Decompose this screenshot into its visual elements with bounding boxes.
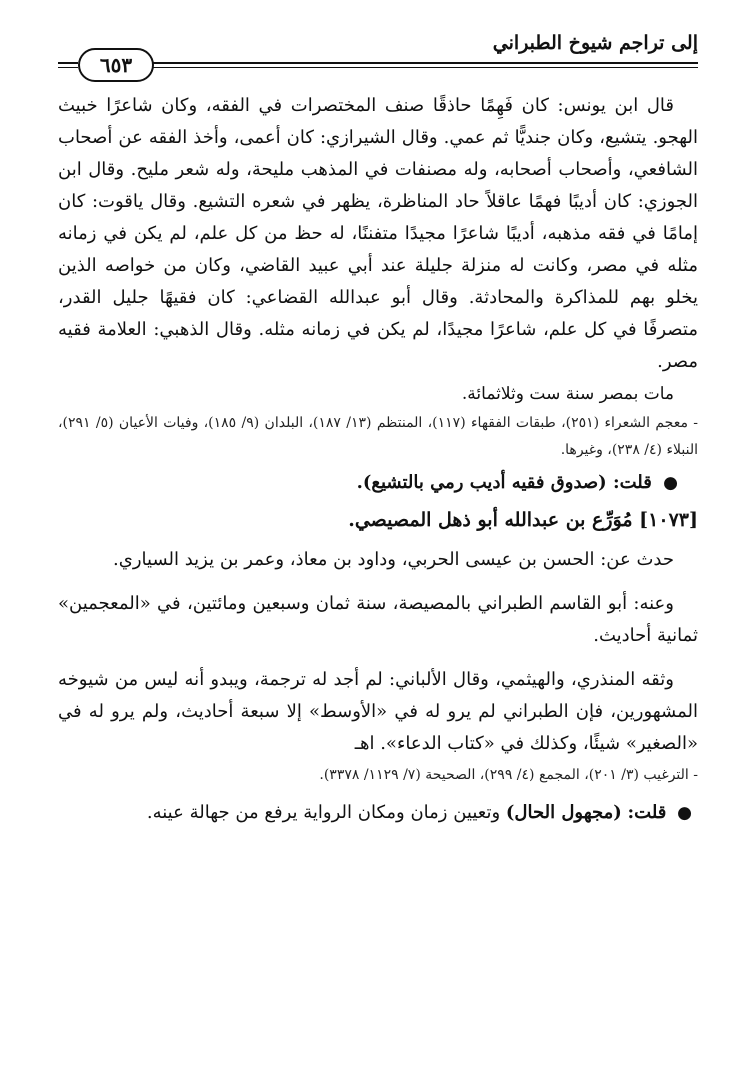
final-verdict-text: وتعيين زمان ومكان الرواية يرفع من جهالة عينه. (146, 802, 501, 823)
running-header-title: إلى تراجم شيوخ الطبراني (492, 32, 698, 54)
death-note: مات بمصر سنة ست وثلاثمائة. (461, 384, 674, 404)
book-page (58, 28, 698, 1058)
biography-paragraph: قال ابن يونس: كان فَهِمًا حاذقًا صنف المختصرات في الفقه، وكان شاعرًا خبيث الهجو. يتشيع، وكان جنديًّا ثم عمي. وقال الشيرازي: كان أعمى، وأخذ الفقه عن أصحاب الشافعي، وأصحاب أصحابه، وله مصنفات في المذهب مليحة، وله شعر مليح. وقال ابن الجوزي: كان أديبًا فهمًا عاقلاً حاد المناظرة، يظهر في شعره التشيع. وقال ياقوت: كان إمامًا في فقه مذهبه، أديبًا شاعرًا مجيدًا متفننًا، له حظ من كل علم، لم يكن في زمانه مثله في مصر، وكانت له منزلة جليلة عند أبي عبيد القاضي، وكان من خواصه الذين يخلو بهم للمذاكرة والمحادثة. وقال أبو عبدالله القضاعي: كان فقيهًا جليل القدر، متصرفًا في كل علم، شاعرًا مجيدًا، لم يكن في زمانه مثله. وقال الذهبي: العلامة فقيه مصر. (58, 95, 699, 372)
grading-paragraph: وثقه المنذري، والهيثمي، وقال الألباني: لم أجد له ترجمة، ويبدو أنه ليس من شيوخه المشهورين، فإن الطبراني لم يرو له في «الأوسط» إلا سبعة أحاديث، ولم يرو له في «الصغير» شيئًا، وكذلك في «كتاب الدعاء». اهـ (58, 669, 698, 754)
final-verdict-grade: (مجهول الحال) (505, 802, 622, 823)
narrators-paragraph: وعنه: أبو القاسم الطبراني بالمصيصة، سنة ثمان وسبعين ومائتين، في «المعجمين» ثمانية أحاديث. (58, 593, 698, 646)
references-footnote: - معجم الشعراء (٢٥١)، طبقات الفقهاء (١١٧)، المنتظم (١٣/ ١٨٧)، البلدان (٩/ ١٨٥)، وفيات الأعيان (٥/ ٢٩١)، النبلاء (٤/ ٢٣٨)، وغيرها. (58, 415, 699, 458)
header-rule-left (58, 62, 78, 68)
verdict-label: قلت: (612, 472, 652, 493)
final-verdict (58, 797, 698, 829)
references-footnote-2: - الترغيب (٣/ ٢٠١)، المجمع (٤/ ٢٩٩)، الصحيحة (٧/ ١١٢٩/ ٣٣٧٨). (319, 767, 698, 783)
verdict-line (58, 466, 698, 500)
header-rule (138, 62, 698, 68)
final-verdict-label: قلت: (627, 802, 667, 823)
bullet-icon: ● (663, 473, 678, 493)
page-header (58, 28, 698, 84)
page-number-badge: ٦٥٣ (78, 48, 154, 82)
entry-heading: [١٠٧٣] مُوَرِّع بن عبدالله أبو ذهل المصيصي. (348, 509, 698, 531)
narrated-from-paragraph: حدث عن: الحسن بن عيسى الحربي، وداود بن معاذ، وعمر بن يزيد السياري. (113, 549, 674, 570)
verdict-text: (صدوق فقيه أديب رمي بالتشيع). (356, 472, 607, 493)
bullet-icon: ● (677, 803, 692, 823)
page-content (58, 90, 698, 829)
